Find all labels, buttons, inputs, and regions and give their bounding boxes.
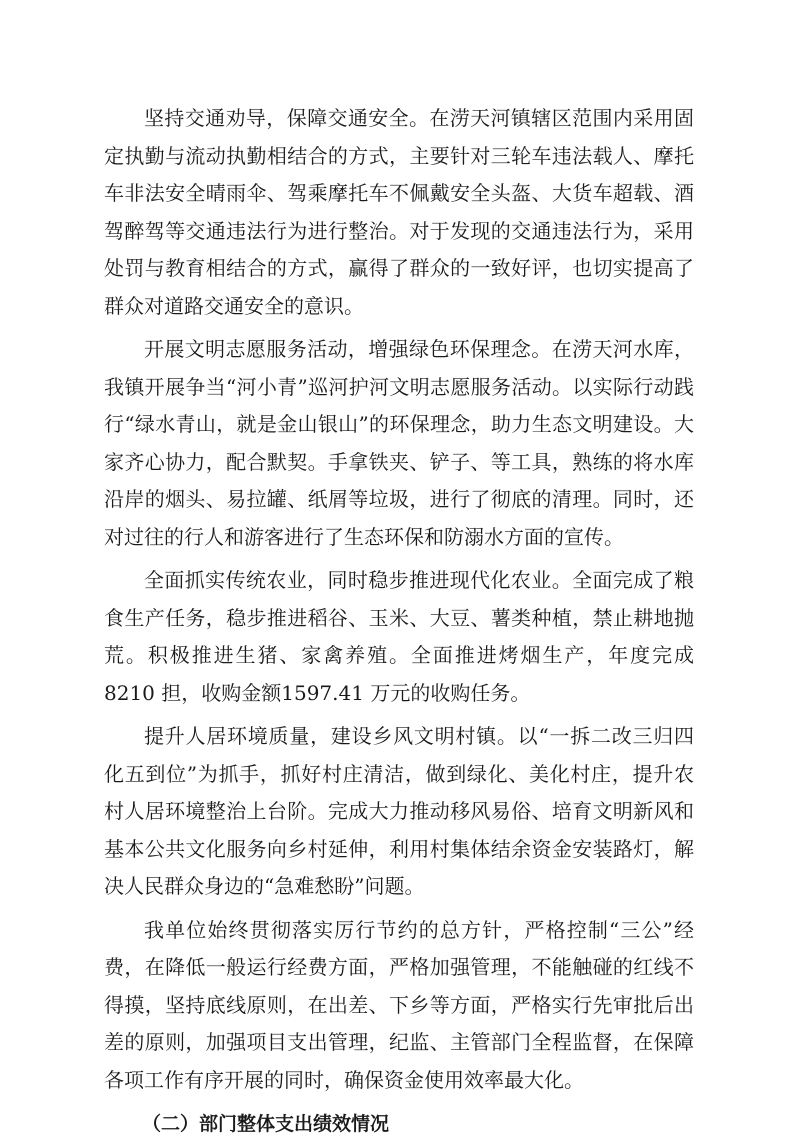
document-body [104,100,694,1143]
section-heading: （二）部门整体支出绩效情况 [142,1113,390,1135]
paragraph-agriculture: 全面抓实传统农业，同时稳步推进现代化农业。全面完成了粮食生产任务，稳步推进稻谷、玉米、大豆、薯类种植，禁止耕地抛荒。积极推进生猪、家禽养殖。全面推进烤烟生产，年度完成 8210 担，收购金额1597.41 万元的收购任务。 [104,568,694,705]
paragraph-expense-control: 我单位始终贯彻落实厉行节约的总方针，严格控制“三公”经费，在降低一般运行经费方面，严格加强管理，不能触碰的红线不得摸，坚持底线原则，在出差、下乡等方面，严格实行先审批后出差的原则，加强项目支出管理，纪监、主管部门全程监督，在保障各项工作有序开展的同时，确保资金使用效率最大化。 [104,917,694,1092]
paragraph-traffic-safety: 坚持交通劝导，保障交通安全。在涝天河镇辖区范围内采用固定执勤与流动执勤相结合的方式，主要针对三轮车违法载人、摩托车非法安全晴雨伞、驾乘摩托车不佩戴安全头盔、大货车超载、酒驾醉驾等交通违法行为进行整治。对于发现的交通违法行为，采用处罚与教育相结合的方式，赢得了群众的一致好评，也切实提高了群众对道路交通安全的意识。 [104,106,694,318]
paragraph-volunteer-service: 开展文明志愿服务活动，增强绿色环保理念。在涝天河水库，我镇开展争当“河小青”巡河护河文明志愿服务活动。以实际行动践行“绿水青山，就是金山银山”的环保理念，助力生态文明建设。大家齐心协力，配合默契。手拿铁夹、铲子、等工具，熟练的将水库沿岸的烟头、易拉罐、纸屑等垃圾，进行了彻底的清理。同时，还对过往的行人和游客进行了生态环保和防溺水方面的宣传。 [104,337,694,549]
paragraph-living-environment: 提升人居环境质量，建设乡风文明村镇。以“一拆二改三归四化五到位”为抓手，抓好村庄清洁，做到绿化、美化村庄，提升农村人居环境整治上台阶。完成大力推动移风易俗、培育文明新风和基本公共文化服务向乡村延伸，利用村集体结余资金安装路灯，解决人民群众身边的“急难愁盼”问题。 [104,724,694,898]
